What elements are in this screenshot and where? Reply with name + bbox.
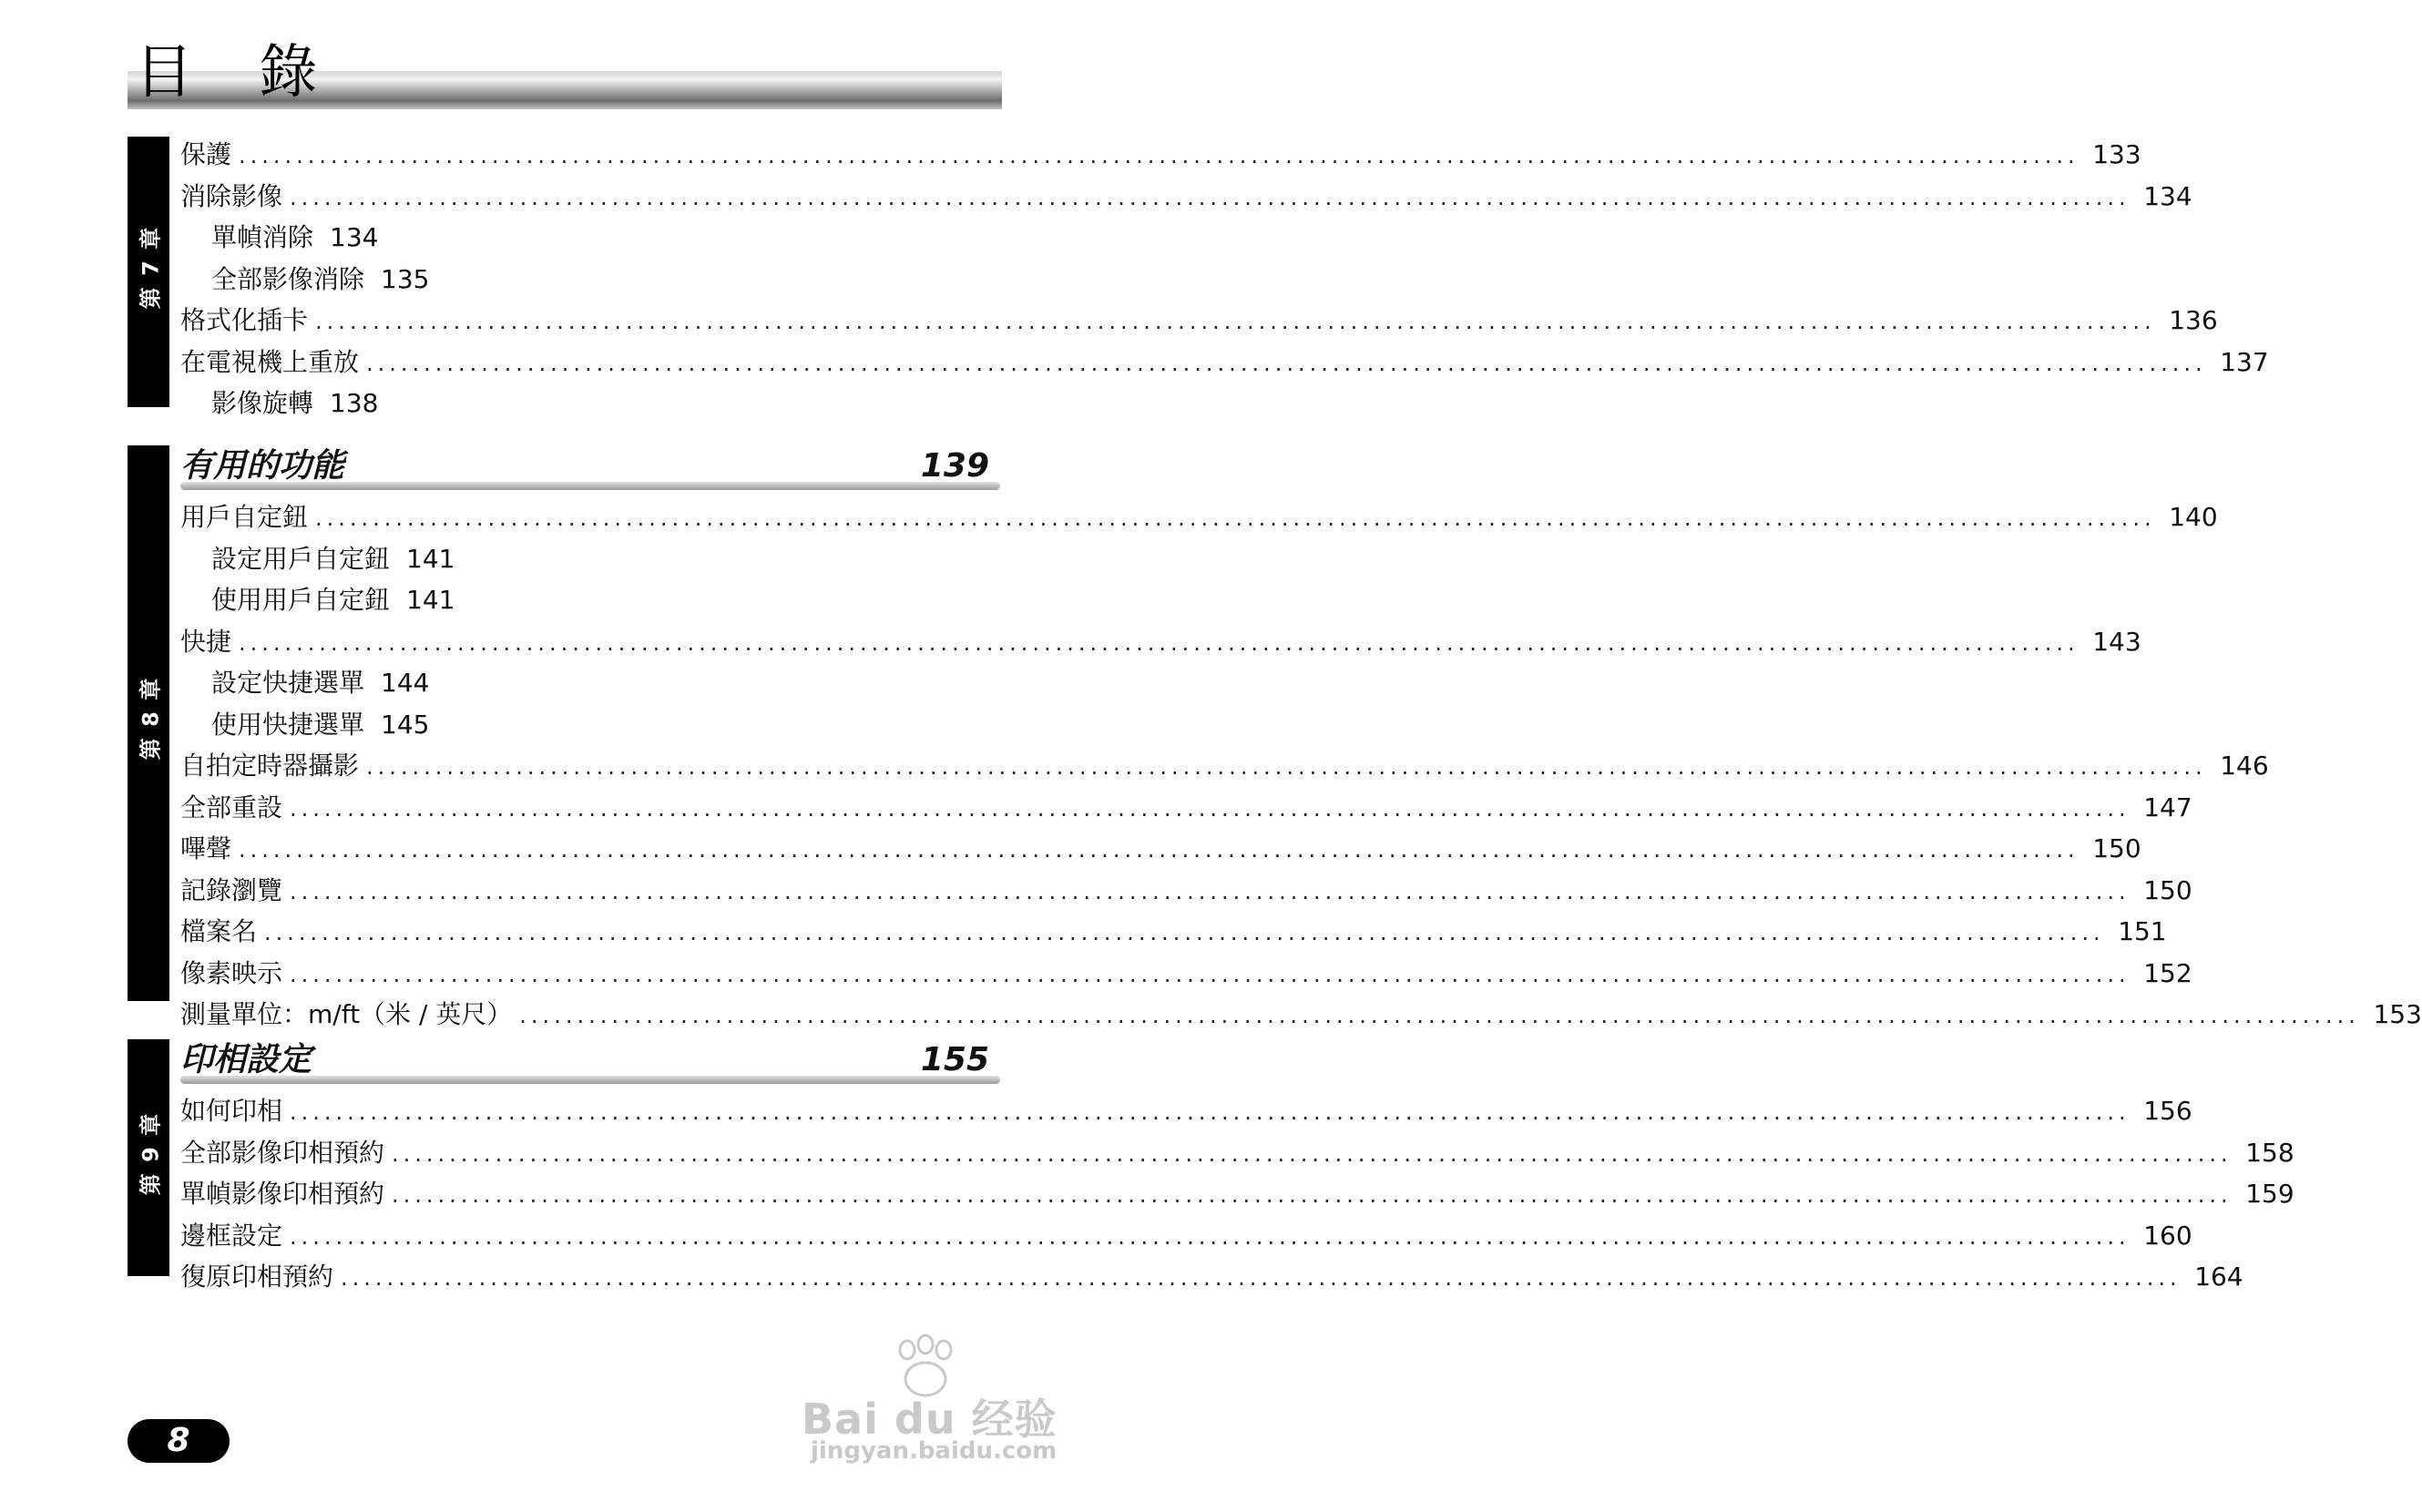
- toc-entry-page: 147: [2143, 792, 2192, 822]
- toc-entry[interactable]: [180, 787, 2192, 829]
- toc-entry-label: 嗶聲: [180, 833, 232, 863]
- section-page: 155: [920, 1041, 989, 1078]
- toc-entry[interactable]: [180, 745, 2269, 787]
- toc-entry-label: 用戶自定鈕: [180, 502, 309, 532]
- chapter-entries: [180, 134, 2269, 424]
- toc-entry-label: 快捷: [180, 626, 232, 657]
- toc-entry[interactable]: [180, 496, 2218, 538]
- toc-entry-page: 151: [2118, 916, 2167, 946]
- toc-subentry[interactable]: [180, 538, 989, 580]
- toc-subentry[interactable]: [180, 704, 989, 746]
- toc-entry[interactable]: [180, 870, 2192, 912]
- toc-entry-page: 137: [2220, 346, 2269, 377]
- toc-subentry[interactable]: [180, 383, 989, 424]
- section-page: 139: [920, 447, 989, 485]
- toc-entry-page: 143: [2092, 626, 2141, 657]
- toc-entry-page: 134: [2143, 180, 2192, 211]
- toc-subentry[interactable]: [180, 662, 989, 704]
- chapter-tab-label: 第 7 章: [138, 225, 164, 310]
- dot-leader: ................................................................................................................................................................: [341, 1265, 2182, 1291]
- toc-subentry-page: 141: [406, 543, 455, 574]
- toc-entry[interactable]: [180, 828, 2141, 870]
- dot-leader: ................................................................................................................................................................: [290, 1223, 2131, 1250]
- toc-entry[interactable]: [180, 1215, 2192, 1257]
- toc-entry-label: 檔案名: [180, 916, 258, 946]
- baidu-watermark: [802, 1335, 1075, 1472]
- toc-entry[interactable]: [180, 342, 2269, 383]
- toc-entry-page: 160: [2143, 1220, 2192, 1251]
- chapter-entries: [180, 1039, 2294, 1298]
- toc-subentry-page: 138: [330, 388, 379, 418]
- toc-subentry[interactable]: [180, 579, 989, 621]
- toc-entry-label: 自拍定時器攝影: [180, 751, 360, 781]
- toc-subentry-page: 134: [330, 222, 379, 252]
- chapter-tab: [128, 1039, 169, 1276]
- dot-leader: ................................................................................................................................................................: [366, 350, 2207, 376]
- dot-leader: ................................................................................................................................................................: [239, 629, 2080, 656]
- toc-entry[interactable]: [180, 1173, 2294, 1215]
- toc-subentry-label: 使用用戶自定鈕: [211, 585, 391, 615]
- chapter-tab: [128, 445, 169, 1001]
- toc-entry-page: 158: [2245, 1137, 2294, 1168]
- toc-entry-page: 156: [2143, 1096, 2192, 1126]
- toc-entry-label: 在電視機上重放: [180, 346, 360, 377]
- toc-entry-page: 159: [2245, 1179, 2294, 1209]
- page-number-badge: 8: [128, 1419, 230, 1463]
- dot-leader: ................................................................................................................................................................: [290, 795, 2131, 822]
- toc-entry-label: 如何印相: [180, 1096, 283, 1126]
- toc-subentry-label: 使用快捷選單: [211, 709, 365, 740]
- toc-entry-page: 136: [2169, 305, 2218, 335]
- dot-leader: ................................................................................................................................................................: [239, 837, 2080, 863]
- dot-leader: ................................................................................................................................................................: [290, 961, 2131, 987]
- page-title: 目 錄: [135, 39, 342, 107]
- toc-entry[interactable]: [180, 1132, 2294, 1174]
- toc-entry-page: 150: [2092, 833, 2141, 863]
- toc-entry-label: 像素映示: [180, 957, 283, 988]
- dot-leader: ................................................................................................................................................................: [392, 1182, 2233, 1208]
- dot-leader: ................................................................................................................................................................: [366, 754, 2207, 780]
- toc-entry-page: 164: [2194, 1262, 2243, 1292]
- section-heading[interactable]: [180, 445, 989, 496]
- toc-entry[interactable]: [180, 176, 2192, 218]
- toc-subentry-page: 141: [406, 585, 455, 615]
- section-title: 印相設定: [180, 1041, 312, 1078]
- chapter-9: [128, 1039, 2294, 1292]
- toc-subentry-label: 設定用戶自定鈕: [211, 543, 391, 574]
- watermark-url: jingyan.baidu.com: [811, 1437, 1058, 1465]
- toc-subentry-page: 144: [381, 668, 430, 698]
- chapter-entries: [180, 445, 2422, 1036]
- dot-leader: ................................................................................................................................................................: [290, 184, 2131, 210]
- toc-entry-page: 150: [2143, 874, 2192, 905]
- toc-entry-label: 消除影像: [180, 180, 283, 211]
- toc-entry-label: 記錄瀏覽: [180, 874, 283, 905]
- toc-entry-label: 邊框設定: [180, 1220, 283, 1251]
- toc-entry[interactable]: [180, 300, 2218, 342]
- page-header: [128, 36, 1002, 109]
- dot-leader: ................................................................................................................................................................: [239, 143, 2080, 169]
- dot-leader: ................................................................................................................................................................: [290, 878, 2131, 904]
- toc-entry-label: 單幀影像印相預約: [180, 1179, 385, 1209]
- section-heading[interactable]: [180, 1039, 989, 1090]
- toc-entry[interactable]: [180, 1090, 2192, 1132]
- toc-entry-label: 保護: [180, 139, 232, 169]
- toc-subentry-page: 135: [381, 263, 430, 294]
- chapter-8: [128, 445, 2422, 1029]
- toc-entry-page: 152: [2143, 957, 2192, 988]
- dot-leader: ................................................................................................................................................................: [315, 309, 2156, 334]
- toc-entry[interactable]: [180, 621, 2141, 663]
- chapter-tab-label: 第 9 章: [138, 1111, 164, 1196]
- toc-entry[interactable]: [180, 911, 2167, 953]
- toc-subentry-label: 全部影像消除: [211, 263, 365, 294]
- toc-entry-label: 全部重設: [180, 792, 283, 822]
- toc-entry-page: 140: [2169, 502, 2218, 532]
- toc-entry[interactable]: [180, 1256, 2243, 1298]
- chapter-7: [128, 137, 2269, 418]
- toc-entry[interactable]: [180, 953, 2192, 995]
- toc-subentry-label: 影像旋轉: [211, 388, 314, 418]
- toc-entry[interactable]: [180, 994, 2422, 1036]
- toc-subentry-label: 單幀消除: [211, 222, 314, 252]
- dot-leader: ................................................................................................................................................................: [392, 1140, 2233, 1167]
- dot-leader: ................................................................................................................................................................: [264, 920, 2105, 945]
- dot-leader: ................................................................................................................................................................: [519, 1003, 2360, 1028]
- toc-entry-label: 復原印相預約: [180, 1262, 334, 1292]
- toc-subentry[interactable]: [180, 217, 989, 259]
- toc-entry-page: 146: [2220, 751, 2269, 781]
- toc-entry-label: 測量單位：m/ft（米 / 英尺）: [180, 999, 513, 1029]
- toc-subentry-page: 145: [381, 709, 430, 740]
- toc-entry-label: 格式化插卡: [180, 305, 309, 335]
- toc-entry-page: 153: [2373, 999, 2422, 1029]
- watermark-brand: Bai du 经验: [802, 1395, 1058, 1444]
- toc-entry[interactable]: [180, 134, 2141, 176]
- toc-entry-page: 133: [2092, 139, 2141, 169]
- section-title: 有用的功能: [180, 447, 345, 485]
- toc-entry-label: 全部影像印相預約: [180, 1137, 385, 1168]
- dot-leader: ................................................................................................................................................................: [315, 506, 2156, 531]
- chapter-tab: [128, 137, 169, 407]
- chapter-tab-label: 第 8 章: [138, 676, 164, 761]
- toc-subentry-label: 設定快捷選單: [211, 668, 365, 698]
- dot-leader: ................................................................................................................................................................: [290, 1099, 2131, 1125]
- toc-subentry[interactable]: [180, 259, 989, 301]
